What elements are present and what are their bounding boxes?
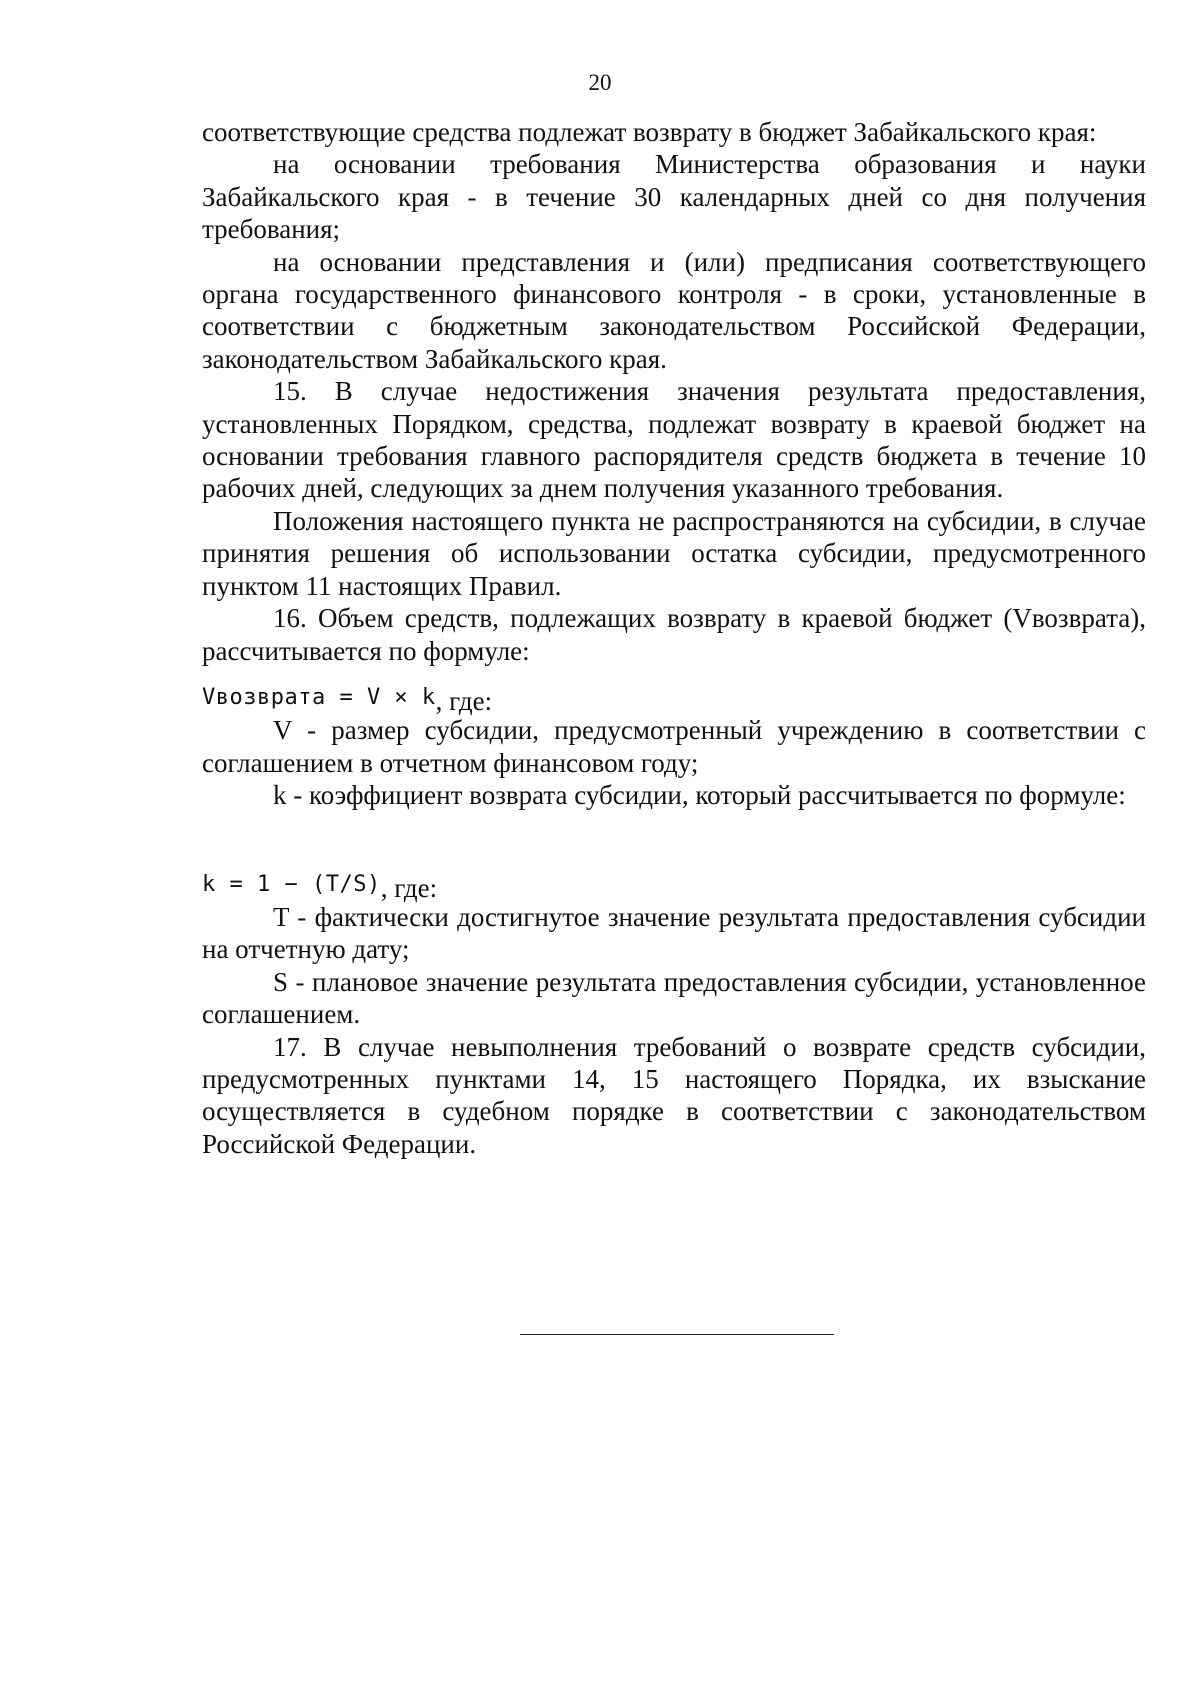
paragraph-item-15-exception: Положения настоящего пункта не распространяются на субсидии, в случае принятия решения об использовании остатка субсидии, предусмотренного пунктом 11 настоящих Правил. xyxy=(202,505,1146,601)
formula-return-volume xyxy=(202,679,1146,714)
formula-return-coefficient-expression: k = 1 − (T/S) xyxy=(202,871,381,897)
formula-return-coefficient xyxy=(202,866,1146,901)
formula-return-volume-expression: Vвозврата = V × k xyxy=(202,684,436,710)
paragraph-item-17: 17. В случае невыполнения требований о возврате средств субсидии, предусмотренных пунктами 14, 15 настоящего Порядка, их взыскание осуществляется в судебном порядке в соответствии с законодательством Российской Федерации. xyxy=(202,1031,1146,1159)
page-number: 20 xyxy=(588,70,612,95)
paragraph-item-15: 15. В случае недостижения значения результата предоставления, установленных Порядком, средства, подлежат возврату в краевой бюджет на основании требования главного распорядителя средств бюджета в течение 10 рабочих дней, следующих за днем получения указанного требования. xyxy=(202,376,1146,504)
closing-separator-line xyxy=(520,1334,834,1335)
paragraph-definition-s: S - плановое значение результата предоставления субсидии, установленное соглашением. xyxy=(202,966,1146,1030)
formula-return-coefficient-suffix: , где: xyxy=(380,872,438,903)
document-body xyxy=(202,116,1146,1160)
paragraph-budget-return-intro: соответствующие средства подлежат возврату в бюджет Забайкальского края: xyxy=(202,117,1097,147)
paragraph-definition-v: V - размер субсидии, предусмотренный учреждению в соответствии с соглашением в отчетном финансовом году; xyxy=(202,715,1146,778)
paragraph-definition-t: T - фактически достигнутое значение результата предоставления субсидии на отчетную дату; xyxy=(202,901,1146,965)
formula-return-volume-suffix: , где: xyxy=(435,685,493,716)
paragraph-ministry-requirement: на основании требования Министерства образования и науки Забайкальского края - в течение 30 календарных дней со дня получения требования; xyxy=(202,149,1146,245)
paragraph-definition-k: k - коэффициент возврата субсидии, который рассчитывается по формуле: xyxy=(273,780,1126,811)
paragraph-item-16: 16. Объем средств, подлежащих возврату в краевой бюджет (Vвозврата), рассчитывается по формуле: xyxy=(202,603,1146,666)
paragraph-financial-control: на основании представления и (или) предписания соответствующего органа государственного финансового контроля - в сроки, установленные в соответствии с бюджетным законодательством Российской Федерации, законодательством Забайкальского края. xyxy=(202,246,1146,374)
